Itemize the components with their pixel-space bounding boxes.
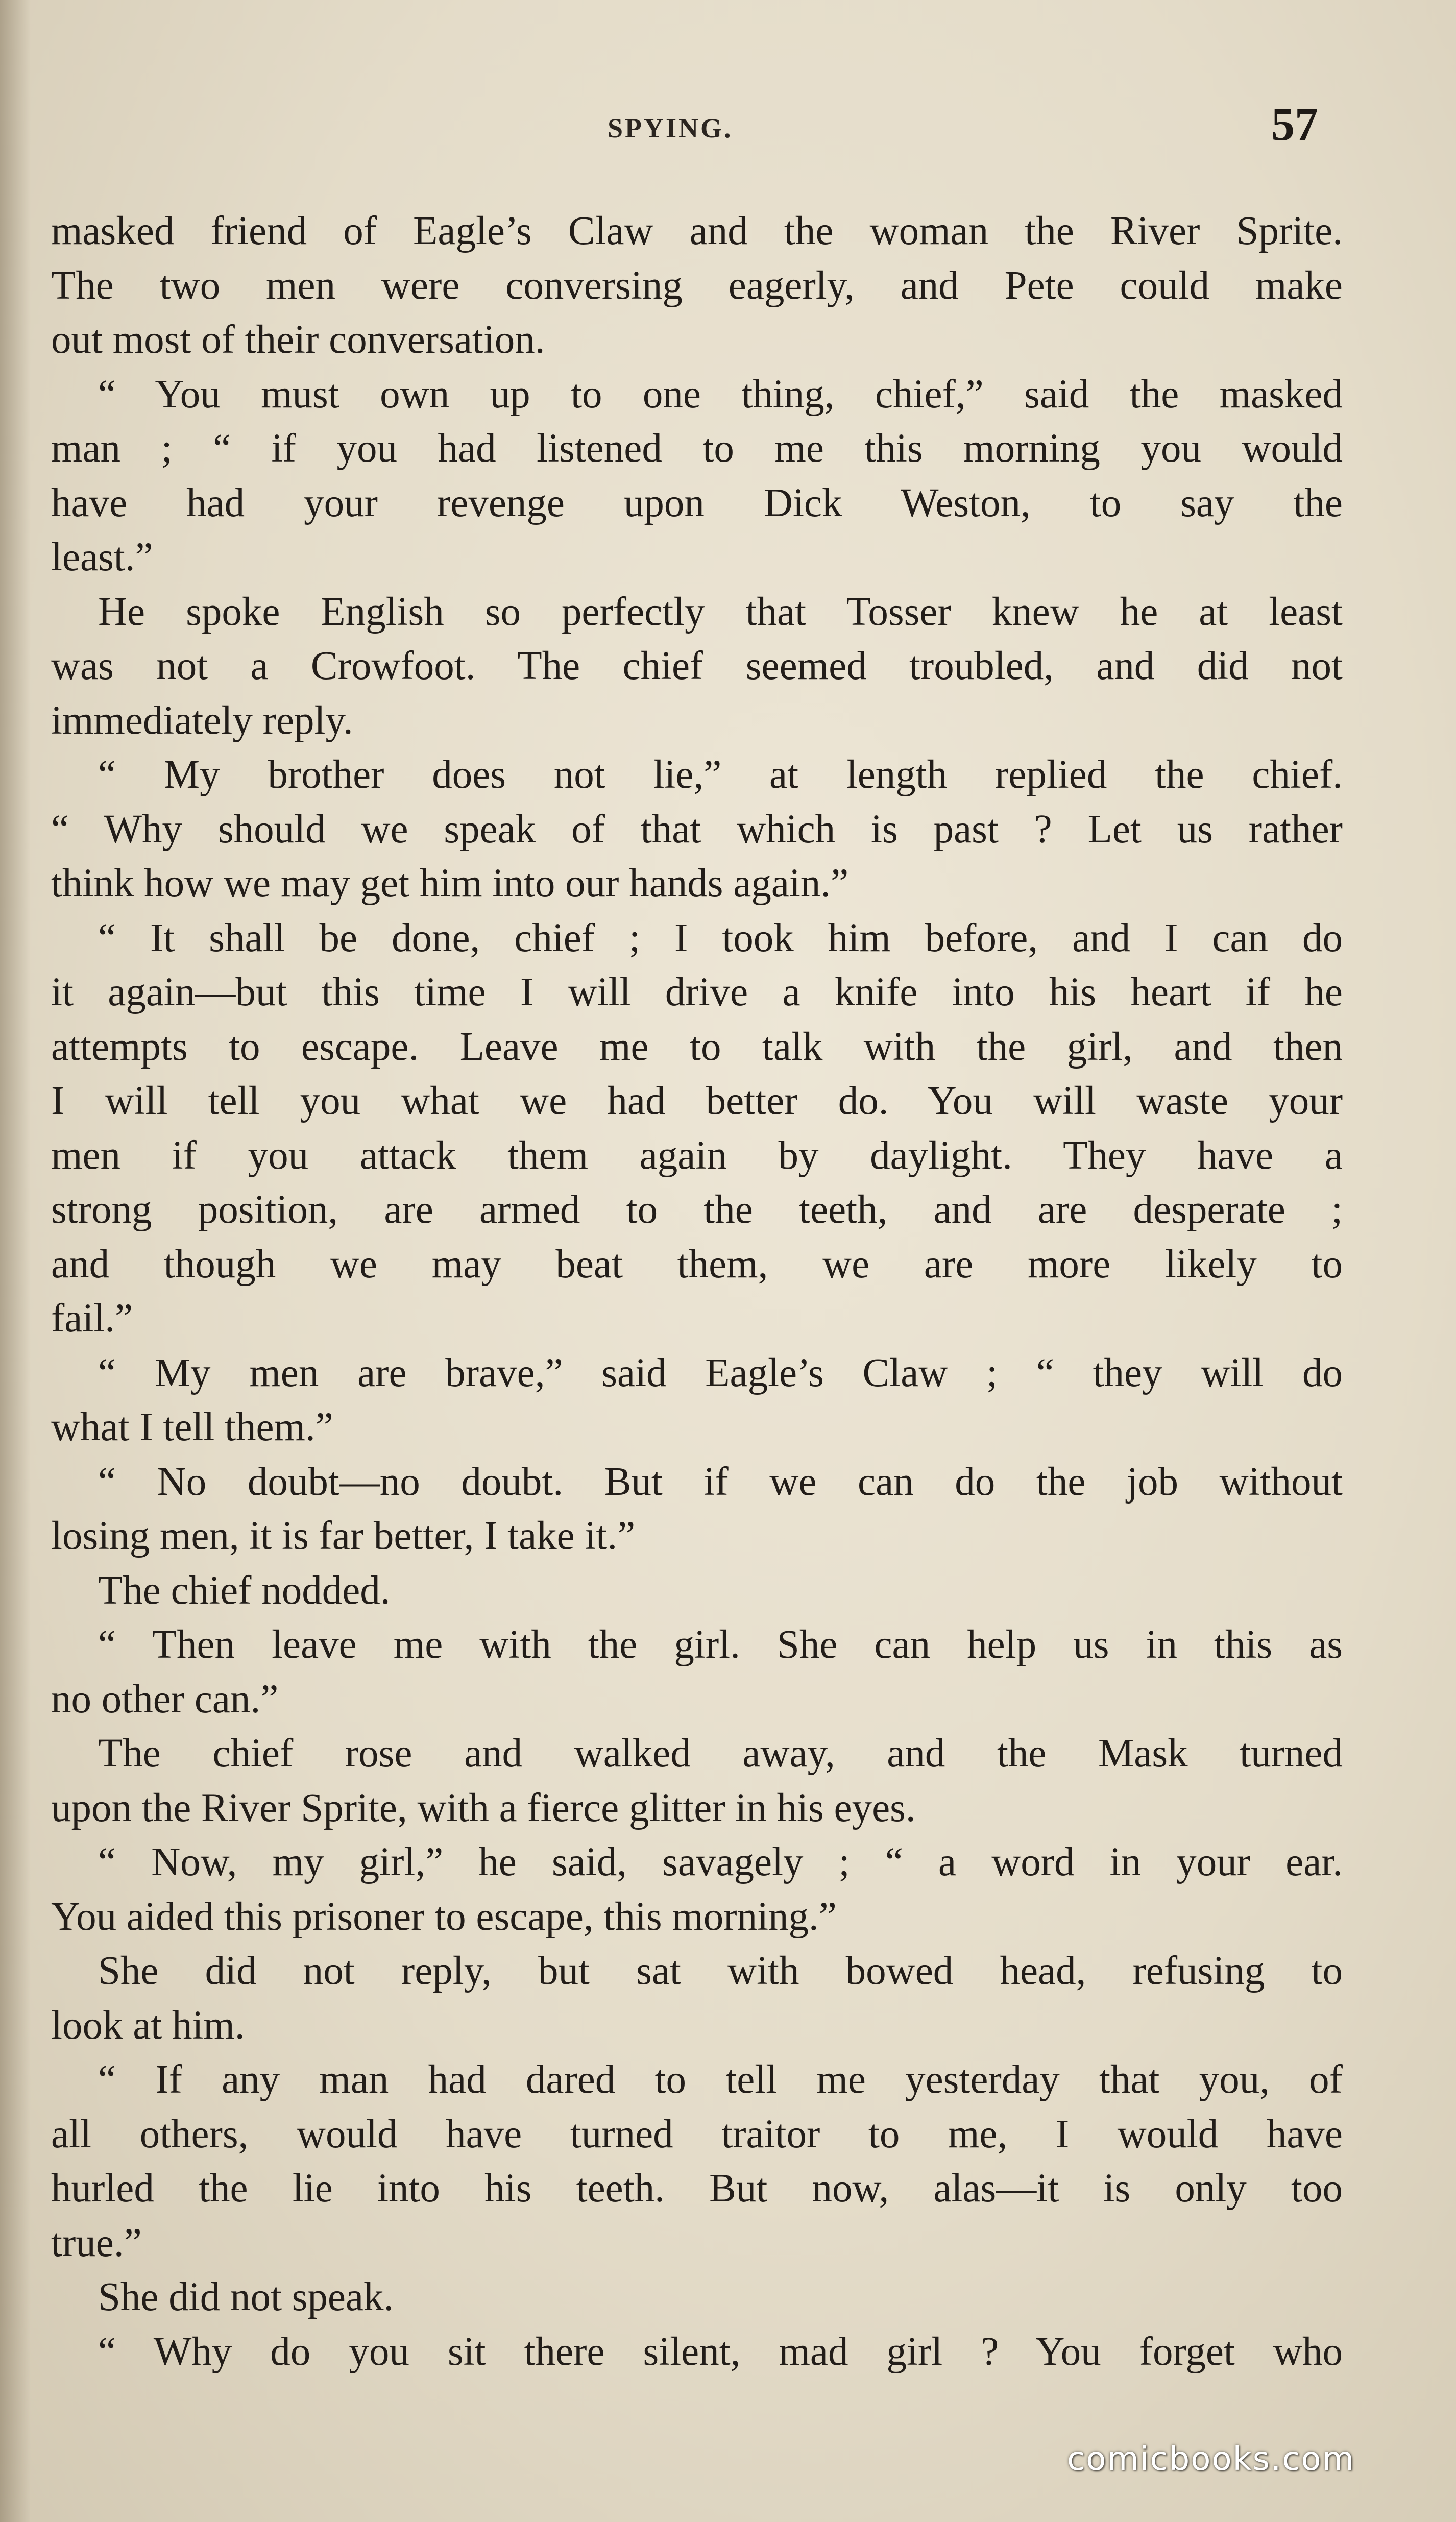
text-line: least.”	[51, 535, 153, 579]
text-line: “ It shall be done, chief ; I took him before, and I can do	[98, 915, 1343, 960]
text-line: masked friend of Eagle’s Claw and the woman the River Sprite.	[51, 209, 1343, 253]
text-line: men if you attack them again by daylight. They have a	[51, 1133, 1343, 1178]
text-line: “ Why do you sit there silent, mad girl ? You forget who	[98, 2329, 1343, 2374]
text-line: have had your revenge upon Dick Weston, to say the	[51, 480, 1343, 525]
text-line: no other can.”	[51, 1677, 279, 1721]
text-line: “ Then leave me with the girl. She can help us in this as	[98, 1622, 1343, 1667]
watermark-logo: comicbooks.com	[1067, 2440, 1355, 2478]
text-line: hurled the lie into his teeth. But now, alas—it is only too	[51, 2166, 1343, 2211]
text-line: and though we may beat them, we are more likely to	[51, 1242, 1343, 1287]
text-line: “ My men are brave,” said Eagle’s Claw ; “ they will do	[98, 1350, 1343, 1395]
text-line: all others, would have turned traitor to me, I would have	[51, 2112, 1343, 2156]
text-line: “ Now, my girl,” he said, savagely ; “ a word in your ear.	[98, 1840, 1343, 1884]
text-line: She did not speak.	[98, 2275, 394, 2319]
text-line: immediately reply.	[51, 698, 353, 743]
text-line: The two men were conversing eagerly, and Pete could make	[51, 263, 1343, 308]
text-line: true.”	[51, 2220, 142, 2265]
page-header	[0, 97, 1456, 158]
text-line: I will tell you what we had better do. You will waste your	[51, 1079, 1343, 1123]
text-line: upon the River Sprite, with a fierce glitter in his eyes.	[51, 1785, 916, 1830]
page-number: 57	[1271, 98, 1318, 150]
text-line: “ No doubt—no doubt. But if we can do the job without	[98, 1459, 1343, 1504]
body-text	[51, 204, 1343, 2379]
text-line: look at him.	[51, 2003, 245, 2048]
text-line: “ Why should we speak of that which is past ? Let us rather	[51, 807, 1343, 852]
text-line: She did not reply, but sat with bowed head, refusing to	[98, 1949, 1343, 1993]
text-line: strong position, are armed to the teeth, and are desperate ;	[51, 1187, 1343, 1232]
text-line: “ My brother does not lie,” at length replied the chief.	[98, 753, 1343, 797]
text-line: “ You must own up to one thing, chief,” said the masked	[98, 372, 1343, 417]
text-line: The chief rose and walked away, and the Mask turned	[98, 1731, 1343, 1776]
text-line: man ; “ if you had listened to me this morning you would	[51, 426, 1343, 471]
text-line: The chief nodded.	[98, 1568, 391, 1613]
text-line: what I tell them.”	[51, 1405, 333, 1449]
text-line: fail.”	[51, 1296, 133, 1341]
text-line: You aided this prisoner to escape, this morning.”	[51, 1894, 837, 1939]
page-gutter-shadow	[0, 0, 31, 2522]
text-line: attempts to escape. Leave me to talk with the girl, and then	[51, 1024, 1343, 1069]
text-line: think how we may get him into our hands again.”	[51, 861, 849, 906]
text-line: it again—but this time I will drive a knife into his heart if he	[51, 970, 1343, 1014]
text-line: losing men, it is far better, I take it.”	[51, 1514, 636, 1558]
text-line: was not a Crowfoot. The chief seemed troubled, and did not	[51, 644, 1343, 688]
running-head: SPYING.	[608, 113, 733, 143]
text-line: “ If any man had dared to tell me yesterday that you, of	[98, 2057, 1343, 2102]
text-line: out most of their conversation.	[51, 318, 545, 362]
text-line: He spoke English so perfectly that Tosser knew he at least	[98, 589, 1343, 634]
